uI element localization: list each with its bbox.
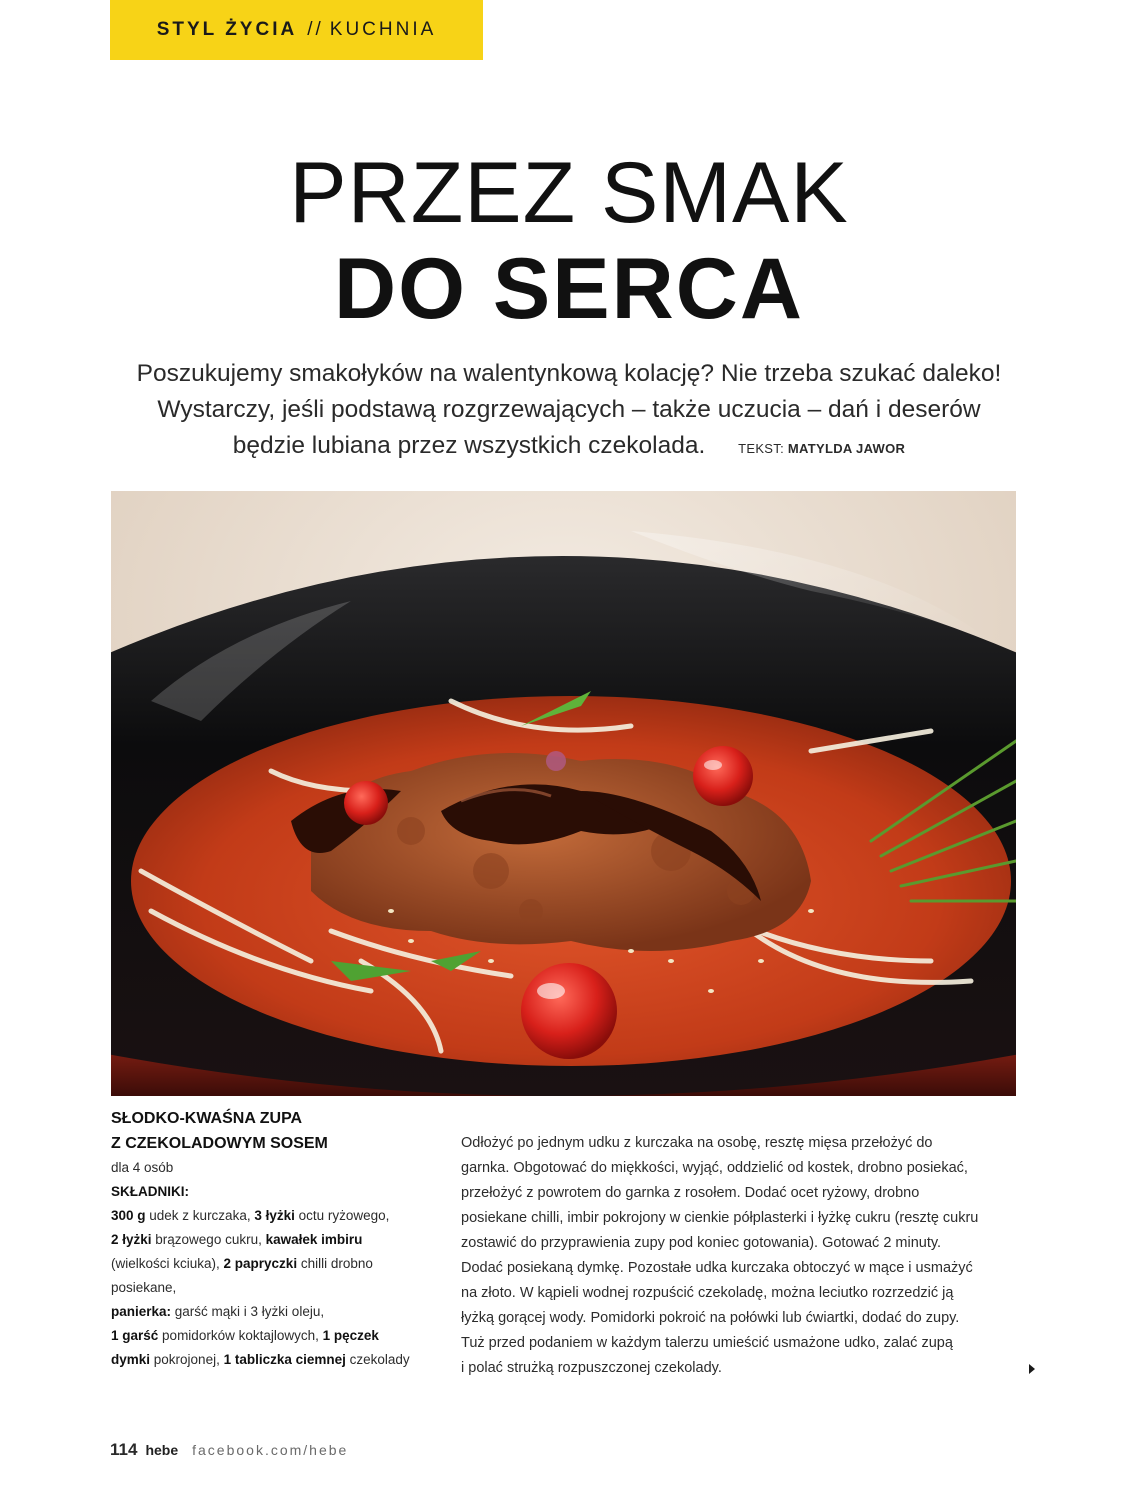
triangle-right-icon: [1029, 1364, 1035, 1374]
soup-illustration: [111, 491, 1016, 1096]
byline: [738, 441, 905, 456]
byline-author: MATYLDA JAWOR: [787, 441, 906, 456]
method-line: garnka. Obgotować do miękkości, wyjąć, oddzielić od kostek, drobno posiekać,: [461, 1160, 968, 1176]
ingredients-line-5: panierka: garść mąki i 3 łyżki oleju,: [111, 1304, 325, 1319]
recipe-servings: dla 4 osób: [111, 1160, 174, 1175]
page-number: 114: [110, 1440, 138, 1459]
soup-photo: [111, 491, 1016, 1096]
method-line: Tuż przed podaniem w każdym talerzu umieścić usmażone udko, zalać zupą: [461, 1335, 953, 1351]
ingredients-line-3: (wielkości kciuka), 2 papryczki chilli drobno: [111, 1256, 373, 1271]
section-tab: [110, 0, 483, 60]
section-primary: STYL ŻYCIA: [156, 19, 298, 40]
byline-label: TEKST:: [738, 441, 784, 456]
lede-line-1: Poszukujemy smakołyków na walentynkową kolację? Nie trzeba szukać daleko!: [136, 360, 1002, 387]
recipe-title-line-2: Z CZEKOLADOWYM SOSEM: [111, 1135, 328, 1152]
method-line: na złoto. W kąpieli wodnej rozpuścić czekoladę, można leciutko rozrzedzić ją: [461, 1285, 954, 1301]
headline-line-1: PRZEZ SMAK: [289, 145, 849, 241]
ingredients-line-4: posiekane,: [111, 1280, 177, 1295]
method-line: posiekane chilli, imbir pokrojony w cienkie półplasterki i łyżkę cukru (resztę cukru: [461, 1210, 979, 1226]
page-footer: [110, 1440, 348, 1464]
ingredients-label: SKŁADNIKI:: [111, 1184, 189, 1199]
section-secondary: KUCHNIA: [329, 19, 437, 40]
method-line: zostawić do przyprawienia zupy pod koniec gotowania). Gotować 2 minuty.: [461, 1235, 942, 1251]
facebook-link[interactable]: facebook.com/hebe: [192, 1442, 349, 1458]
ingredients-line-1: 300 g udek z kurczaka, 3 łyżki octu ryżowego,: [111, 1208, 390, 1223]
lede-line-2: Wystarczy, jeśli podstawą rozgrzewających – także uczucia – dań i deserów: [157, 396, 981, 423]
method-line: Dodać posiekaną dymkę. Pozostałe udka kurczaka obtoczyć w mące i usmażyć: [461, 1260, 973, 1276]
recipe-ingredients: [111, 1106, 441, 1372]
ingredients-line-2: 2 łyżki brązowego cukru, kawałek imbiru: [111, 1232, 363, 1247]
method-line: Odłożyć po jednym udku z kurczaka na osobę, resztę mięsa przełożyć do: [461, 1135, 933, 1151]
ingredients-line-6: 1 garść pomidorków koktajlowych, 1 pęczek: [111, 1328, 379, 1343]
method-line: i polać strużką rozpuszczonej czekolady.: [461, 1360, 722, 1376]
lede-line-3: [110, 428, 1028, 467]
ingredients-line-7: dymki pokrojonej, 1 tabliczka ciemnej czekolady: [111, 1352, 410, 1367]
brand-logo: hebe: [145, 1442, 179, 1458]
lede: [110, 356, 1028, 467]
section-separator: //: [307, 19, 324, 40]
recipe-title-line-1: SŁODKO-KWAŚNA ZUPA: [111, 1110, 303, 1127]
recipe-method: [461, 1131, 1021, 1381]
method-line: łyżką gorącej wody. Pomidorki pokroić na połówki lub ćwiartki, dodać do zupy.: [461, 1310, 960, 1326]
lede-line-3-text: będzie lubiana przez wszystkich czekolada.: [232, 432, 706, 459]
headline-line-2: DO SERCA: [334, 241, 804, 337]
method-line: przełożyć z powrotem do garnka z rosołem. Dodać ocet ryżowy, drobno: [461, 1185, 920, 1201]
